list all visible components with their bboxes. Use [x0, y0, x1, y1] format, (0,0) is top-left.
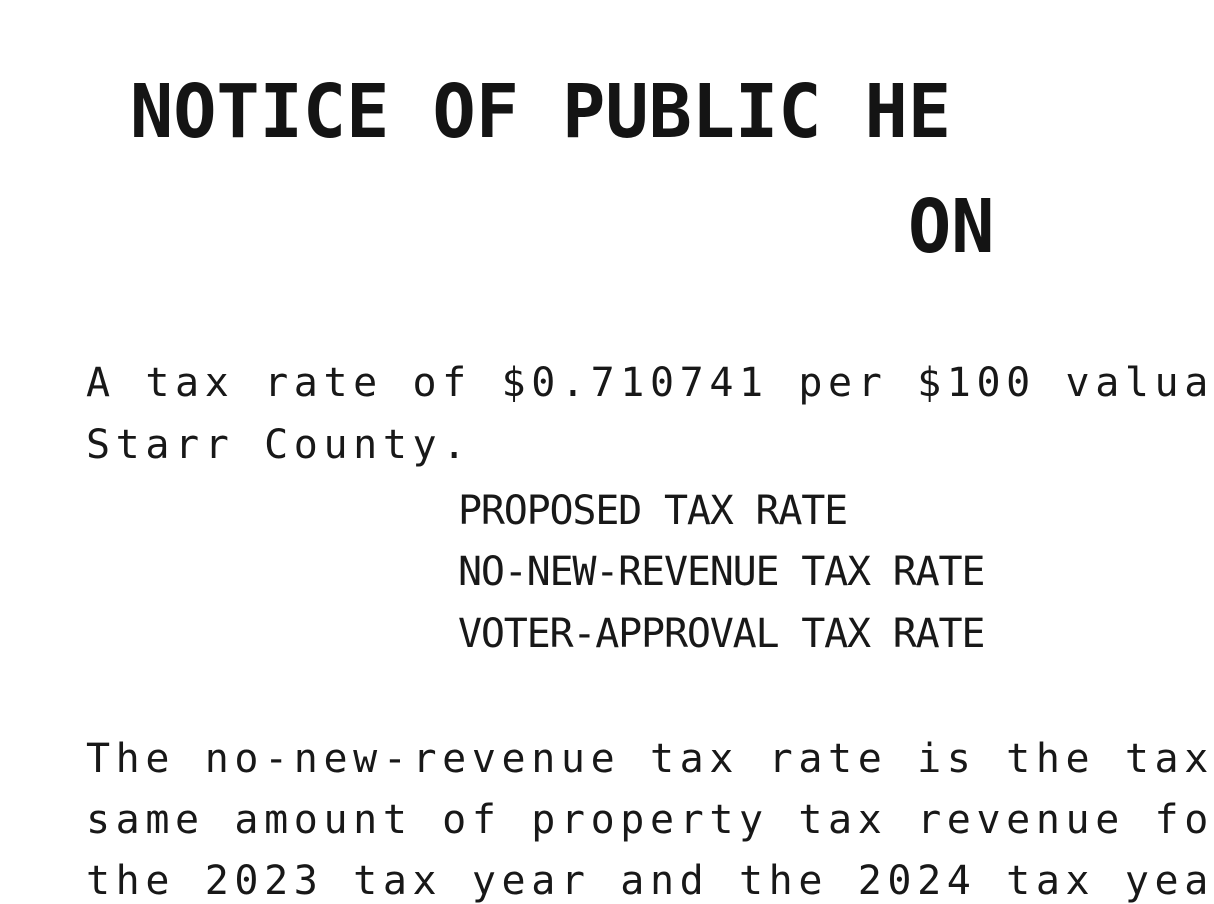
- proposed-tax-rate-label: PROPOSED TAX RATE: [458, 488, 847, 534]
- explanation-line-2: same amount of property tax revenue fo: [86, 797, 1214, 843]
- tax-rate-intro-line-1: A tax rate of $0.710741 per $100 valua: [86, 360, 1214, 406]
- notice-title-line-1: NOTICE OF PUBLIC HE: [130, 69, 952, 155]
- tax-rate-intro-line-2: Starr County.: [86, 422, 472, 468]
- explanation-line-1: The no-new-revenue tax rate is the tax: [86, 736, 1214, 782]
- notice-title-line-2: ON: [908, 184, 995, 270]
- voter-approval-tax-rate-label: VOTER-APPROVAL TAX RATE: [458, 611, 985, 657]
- explanation-line-3: the 2023 tax year and the 2024 tax yea: [86, 858, 1214, 904]
- no-new-revenue-tax-rate-label: NO-NEW-REVENUE TAX RATE: [458, 549, 985, 595]
